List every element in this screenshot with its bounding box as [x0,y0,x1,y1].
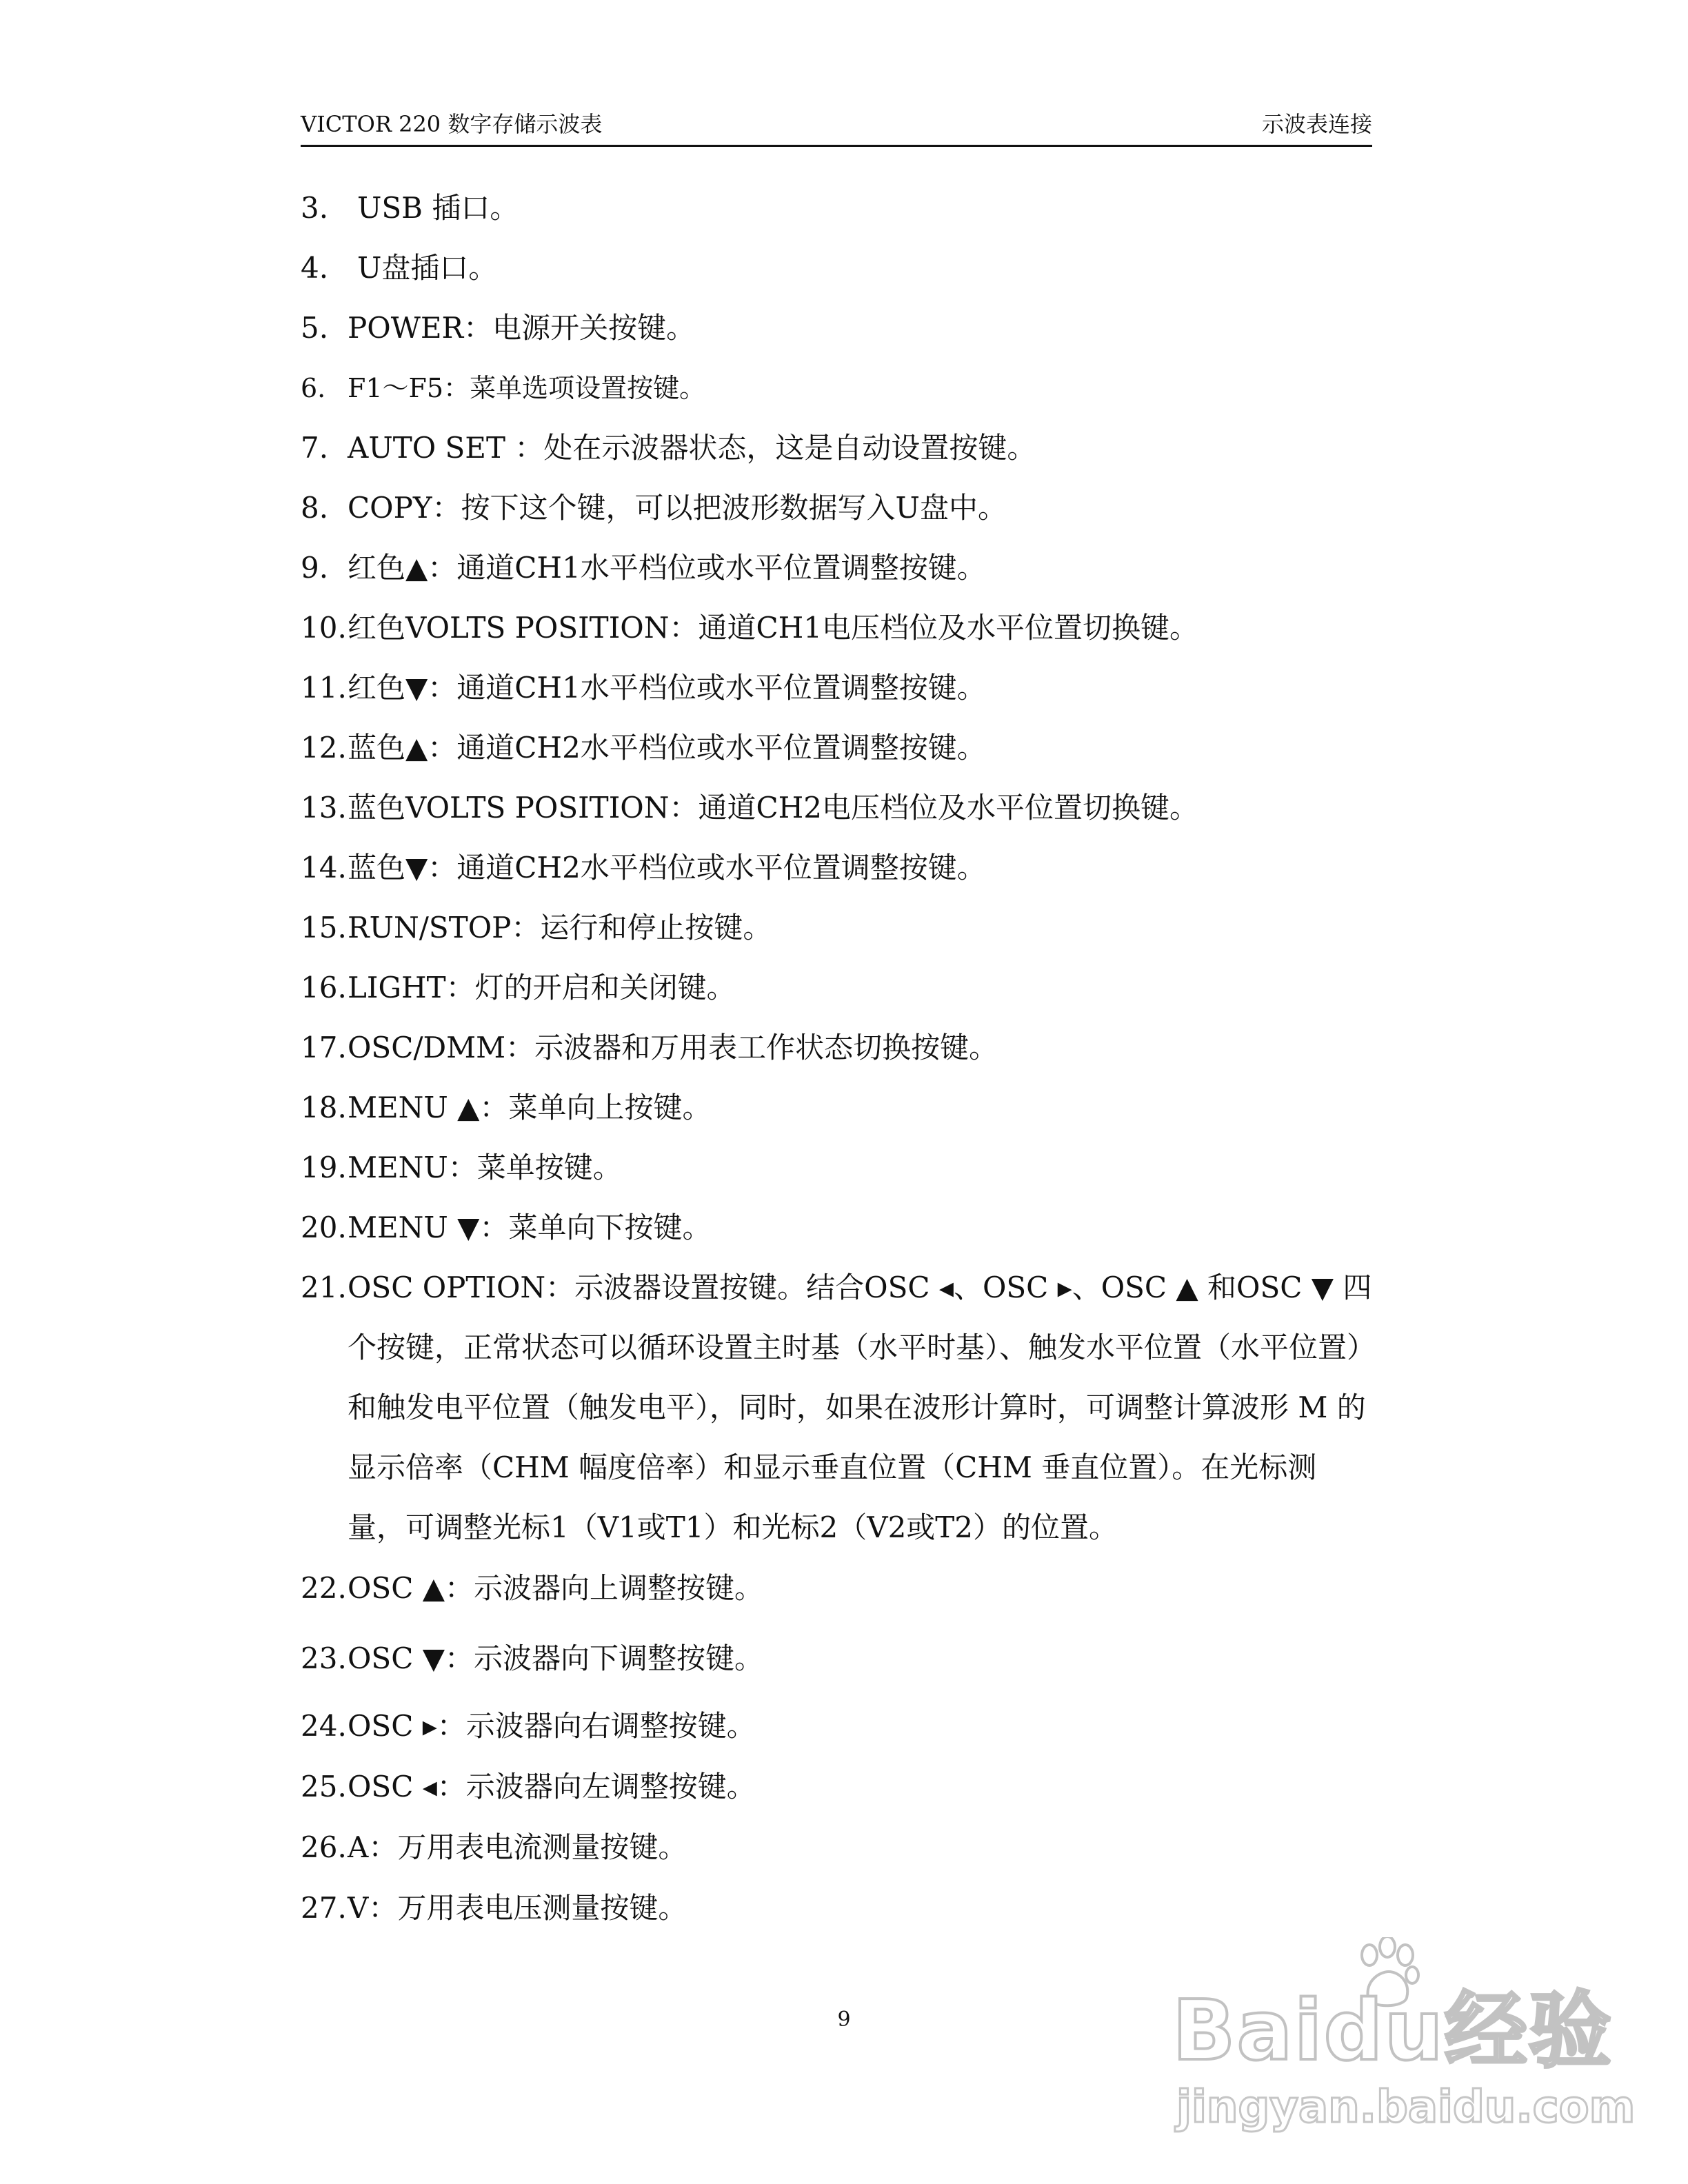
item-text: MENU：菜单按键。 [348,1151,622,1184]
item-text: USB 插口。 [357,191,519,225]
item-number: 23. [301,1641,347,1675]
item-number: 7. [301,431,329,465]
item-text: OSC ▼：示波器向下调整按键。 [348,1641,763,1675]
item-text: 蓝色▼：通道CH2水平档位或水平位置调整按键。 [348,851,986,884]
item-number: 19. [301,1151,347,1184]
item-number: 17. [301,1031,347,1064]
item-text: 红色VOLTS POSITION：通道CH1电压档位及水平位置切换键。 [348,611,1198,645]
item-number: 20. [301,1211,347,1244]
item-text: COPY：按下这个键，可以把波形数据写入U盘中。 [348,491,1007,525]
item-text: LIGHT：灯的开启和关闭键。 [348,971,736,1004]
item-number: 26. [301,1830,347,1864]
watermark-url: jingyan.baidu.com [1176,2082,1636,2133]
item-number: 25. [301,1770,347,1803]
item-text: F1～F5：菜单选项设置按键。 [348,373,706,403]
item-number: 11. [301,671,347,705]
item-text: 蓝色▲：通道CH2水平档位或水平位置调整按键。 [348,731,986,765]
item-text: AUTO SET ：处在示波器状态，这是自动设置按键。 [348,431,1036,465]
item-number: 16. [301,971,347,1004]
item-number: 15. [301,911,347,944]
item-number: 8. [301,491,329,525]
item-number: 21. [301,1271,347,1304]
header-section-title: 示波表连接 [1261,111,1372,137]
item-text: U盘插口。 [357,251,498,285]
item-number: 22. [301,1571,347,1605]
item-number: 5. [301,311,329,345]
item-text: 蓝色VOLTS POSITION：通道CH2电压档位及水平位置切换键。 [348,791,1198,825]
item-text: MENU ▲：菜单向上按键。 [348,1091,712,1124]
item-text: A：万用表电流测量按键。 [348,1830,687,1864]
header-document-title: VICTOR 220 数字存储示波表 [301,111,603,137]
item-text: MENU ▼：菜单向下按键。 [348,1211,712,1244]
item-number: 12. [301,731,347,765]
item-text: V：万用表电压测量按键。 [348,1891,687,1925]
watermark-brand: Baidu经验 [1172,1983,1613,2079]
item-number: 10. [301,611,347,645]
page-number: 9 [837,2008,851,2032]
item-text: OSC ◂：示波器向左调整按键。 [348,1770,756,1803]
item-number: 27. [301,1891,347,1925]
item-text: OSC ▲：示波器向上调整按键。 [348,1571,763,1605]
item-text: OSC/DMM：示波器和万用表工作状态切换按键。 [348,1031,998,1064]
item-text: OSC ▸：示波器向右调整按键。 [348,1709,756,1743]
item-text: RUN/STOP：运行和停止按键。 [348,911,772,944]
item-number: 24. [301,1709,347,1743]
item-text: 红色▲：通道CH1水平档位或水平位置调整按键。 [348,551,986,585]
item-number: 13. [301,791,347,825]
item-text: OSC OPTION：示波器设置按键。结合OSC ◂、OSC ▸、OSC ▲ 和OSC ▼ 四个按键，正常状态可以循环设置主时基（水平时基）、触发水平位置（水平位置）和触发电平位置（触发电平），同时，如果在波形计算时，可调整计算波形 M 的显示倍率（CHM 幅度倍率）和显示垂直位置（CHM 垂直位置）。在光标测量，可调整光标1（V1或T1）和光标2（V2或T2）的位置。 [348,1271,1372,1544]
item-number: 9. [301,551,329,585]
item-text: 红色▼：通道CH1水平档位或水平位置调整按键。 [348,671,986,705]
item-text: POWER：电源开关按键。 [348,311,696,345]
item-number: 4. [301,251,329,285]
baidu-jingyan-watermark [1172,1951,1636,2144]
item-number: 3. [301,191,329,225]
page-header [301,106,1372,147]
item-number: 18. [301,1091,347,1124]
item-number: 14. [301,851,347,884]
item-number: 6. [301,373,326,403]
